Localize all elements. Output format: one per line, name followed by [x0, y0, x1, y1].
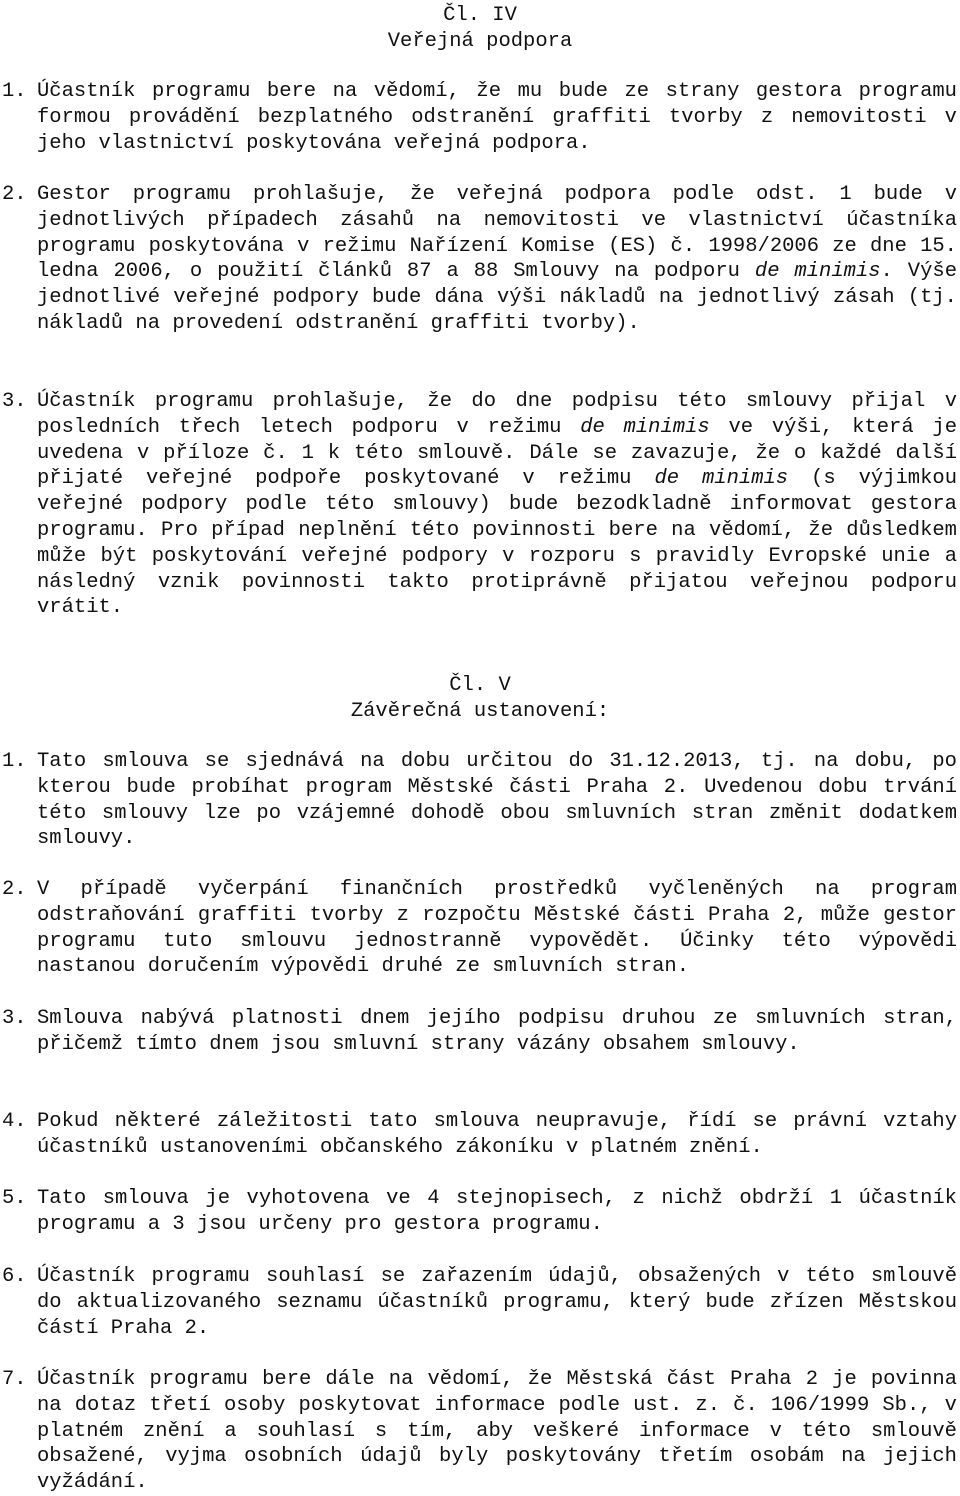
- item-text-part: . Výše jednotlivé veřejné podpory bude dána výši nákladů na jednotlivý zásah (tj. nákladů na provedení odstranění graffiti tvorby).: [37, 260, 957, 335]
- item-number: 5.: [2, 1187, 27, 1210]
- article-5-item-5: [0, 1186, 960, 1238]
- item-text-part: ve výši, která je uvedena v příloze č. 1 k této smlouvě. Dále se zavazuje, že o každé další přijaté veřejné podpoře poskytované v režimu: [37, 415, 957, 491]
- item-text: Účastník programu bere na vědomí, že mu bude ze strany gestora programu formou provádění bezplatného odstranění graffiti tvorby z nemovitosti v jeho vlastnictví poskytována veřejná podpora.: [37, 80, 957, 155]
- article-5-item-1: [0, 749, 960, 852]
- item-number: 1.: [2, 750, 27, 773]
- item-text: V případě vyčerpání finančních prostředků vyčleněných na program odstraňování graffiti tvorby z rozpočtu Městské části Praha 2, může gestor programu tuto smlouvu jednostranně vypovědět. Účinky této výpovědi nastanou doručením výpovědi druhé ze smluvních stran.: [37, 878, 957, 979]
- item-number: 7.: [2, 1368, 27, 1391]
- article-4-item-1: [0, 79, 960, 156]
- item-text-part: Účastník programu prohlašuje, že do dne podpisu této smlouvy přijal v posledních třech letech podporu v režimu: [37, 390, 957, 439]
- article-5-title: Čl. V: [449, 674, 511, 697]
- item-text-italic: de minimis: [580, 415, 710, 439]
- item-text: Smlouva nabývá platnosti dnem jejího podpisu druhou ze smluvních stran, přičemž tímto dnem jsou smluvní strany vázány obsahem smlouvy.: [37, 1007, 957, 1056]
- item-number: 6.: [2, 1265, 27, 1288]
- item-number: 4.: [2, 1110, 27, 1133]
- article-4-item-2: [0, 182, 960, 337]
- article-5: [0, 673, 960, 725]
- item-text-part: (s výjimkou veřejné podpory podle této smlouvy) bude bezodkladně informovat gestora programu. Pro případ neplnění této povinnosti bere na vědomí, že důsledkem může být poskytování veřejné podpory v rozporu s pravidly Evropské unie a následný vznik povinnosti takto protiprávně přijatou veřejnou podporu vrátit.: [37, 467, 958, 620]
- item-text: Účastník programu bere dále na vědomí, že Městská část Praha 2 je povinna na dotaz třetí osoby poskytovat informace podle ust. z. č. 106/1999 Sb., v platném znění a souhlasí s tím, aby veškeré informace v této smlouvě obsažené, vyjma osobních údajů byly poskytovány třetím osobám na jejich vyžádání.: [37, 1368, 957, 1495]
- item-text: Pokud některé záležitosti tato smlouva neupravuje, řídí se právní vztahy účastníků ustanoveními občanského zákoníku v platném znění.: [37, 1110, 957, 1159]
- item-number: 1.: [2, 80, 27, 103]
- item-text: [37, 389, 957, 621]
- item-text: [37, 182, 957, 337]
- item-text-italic: de minimis: [754, 260, 881, 284]
- item-text: Účastník programu souhlasí se zařazením údajů, obsažených v této smlouvě do aktualizovaného seznamu účastníků programu, který bude zřízen Městskou částí Praha 2.: [37, 1265, 957, 1340]
- article-4-title: Čl. IV: [443, 4, 517, 27]
- article-5-item-7: [0, 1367, 960, 1496]
- item-text-italic: de minimis: [654, 467, 789, 491]
- article-5-item-3: [0, 1006, 960, 1058]
- item-text: Tato smlouva se sjednává na dobu určitou do 31.12.2013, tj. na dobu, po kterou bude probíhat program Městské části Praha 2. Uvedenou dobu trvání této smlouvy lze po vzájemné dohodě obou smluvních stran změnit dodatkem smlouvy.: [37, 750, 957, 851]
- article-5-item-2: [0, 877, 960, 980]
- article-4-item-3: [0, 389, 960, 621]
- article-5-item-6: [0, 1264, 960, 1341]
- item-number: 2.: [2, 878, 27, 901]
- item-number: 2.: [2, 183, 27, 206]
- article-4-subtitle: Veřejná podpora: [387, 29, 573, 53]
- item-number: 3.: [2, 390, 27, 413]
- item-text: Tato smlouva je vyhotovena ve 4 stejnopisech, z nichž obdrží 1 účastník programu a 3 jsou určeny pro gestora programu.: [37, 1187, 957, 1236]
- article-4: [0, 3, 960, 55]
- article-5-item-4: [0, 1109, 960, 1161]
- item-number: 3.: [2, 1007, 27, 1030]
- item-text-part: Gestor programu prohlašuje, že veřejná podpora podle odst. 1 bude v jednotlivých případech zásahů na nemovitosti ve vlastnictví účastníka programu poskytována v režimu Nařízení Komise (ES) č. 1998/2006 ze dne 15. ledna 2006, o použití článků 87 a 88 Smlouvy na podporu: [37, 183, 957, 284]
- article-5-subtitle: Závěrečná ustanovení:: [350, 699, 610, 723]
